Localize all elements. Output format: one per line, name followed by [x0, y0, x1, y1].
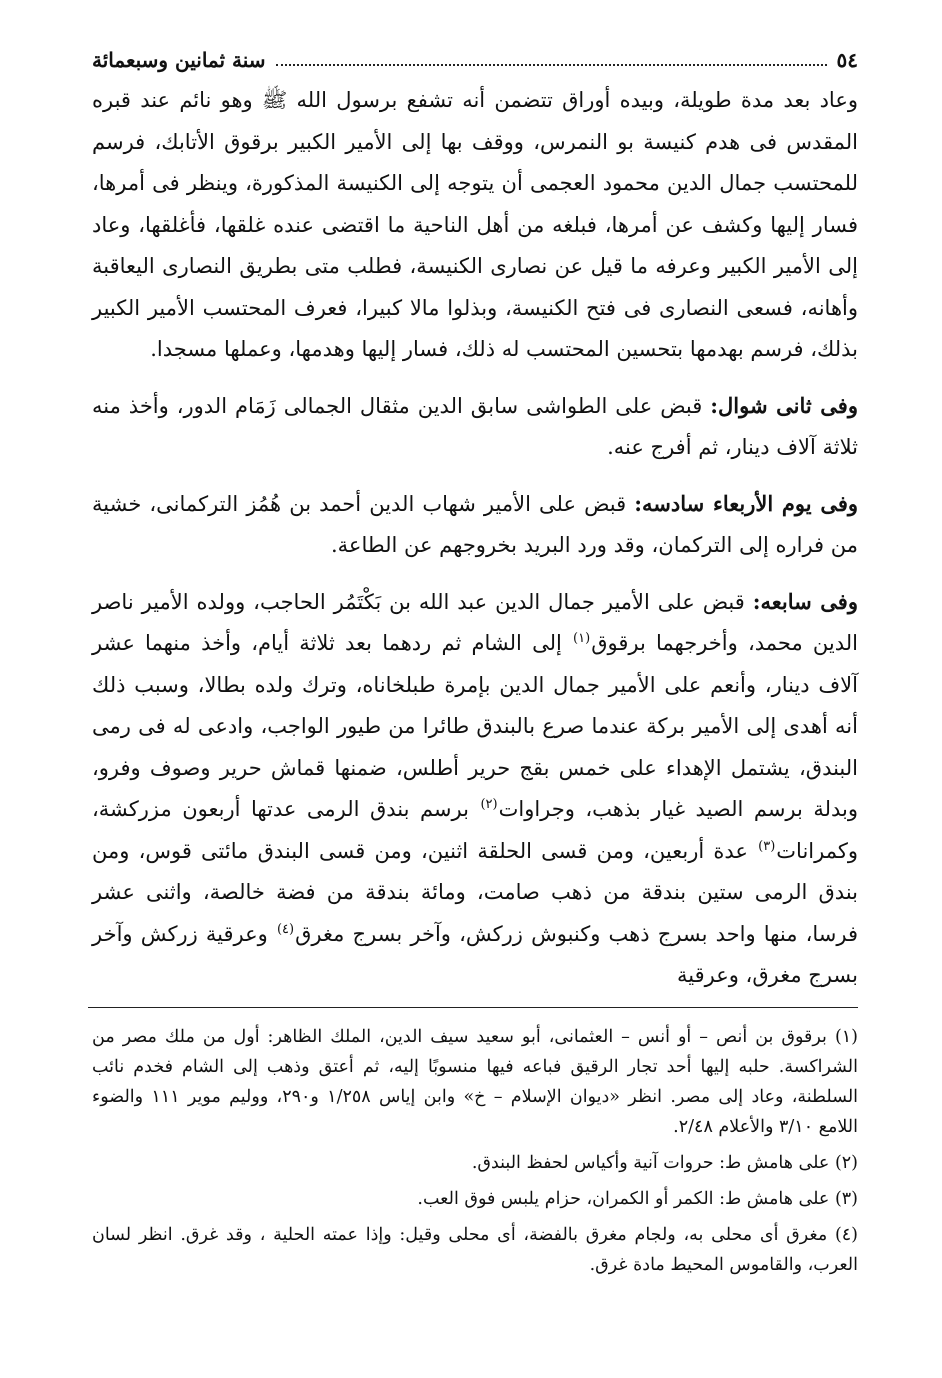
- footnote-1: [92, 1022, 858, 1142]
- page-header: [92, 28, 858, 72]
- footnote-2: [92, 1148, 858, 1178]
- footnote-text: برقوق بن أنص – أو أنس – العثمانى، أبو سعيد سيف الدين، الملك الظاهر: أول من ملك مصر من الشراكسة. حلبه إليها أحد تجار الرقيق فباعه فيها منسوبًا إليه، ثم أعتق وذهب إلى الشام فخدم نائب السلطنة، وعاد إلى مصر. انظر «ديوان الإسلام – خ» وابن إياس ١/٢٥٨ و٢٩٠، ووليم موير ١١١ والضوء اللامع ٣/١٠ والأعلام ٢/٤٨.: [92, 1026, 859, 1137]
- footnote-number: (٢): [834, 1152, 858, 1173]
- footnote-separator: [88, 1007, 858, 1008]
- paragraph-wednesday-6: [92, 483, 858, 567]
- footnote-text: على هامش ط: حروات آنية وأكياس لحفظ البندق.: [471, 1152, 835, 1173]
- paragraph-text: وعاد بعد مدة طويلة، وبيده أوراق تتضمن أنه تشفع برسول الله ﷺ وهو نائم عند قبره المقدس فى هدم كنيسة بو النمرس، ووقف بها إلى الأمير الكبير برقوق الأتابك، فرسم للمحتسب جمال الدين محمود العجمى أن يتوجه إلى الكنيسة المذكورة، وينظر فى أمرها، فسار إليها وكشف عن أمرها، فبلغه من أهل الناحية ما اقتضى عنده غلقها، فأغلقها، وعاد إلى الأمير الكبير وعرفه ما قيل عن نصارى الكنيسة، فطلب متى بطريق النصارى اليعاقبة وأهانه، فسعى النصارى فى فتح الكنيسة، وبذلوا مالا كبيرا، فعرف المحتسب الأمير الكبير بذلك، فرسم بهدمها بتحسين المحتسب له ذلك، فسار إليها وهدمها، وعملها مسجدا.: [92, 88, 859, 361]
- footnote-ref-1[interactable]: (١): [573, 631, 591, 646]
- paragraph-text: قبض على الأمير جمال الدين عبد الله بن بَكْتَمُر الحاجب، وولده الأمير ناصر الدين محمد، وأخرجهما برقوق: [92, 589, 858, 655]
- footnote-number: (٤): [834, 1224, 858, 1245]
- paragraph-lead: وفى ثانى شوال:: [710, 392, 858, 418]
- paragraph-shawwal-2: [92, 385, 858, 469]
- footnote-number: (٣): [834, 1188, 858, 1209]
- paragraph-lead: وفى سابعه:: [752, 588, 858, 614]
- page-number: ٥٤: [836, 48, 858, 72]
- paragraph-text: برسم بندق الرمى عدتها أربعون مزركشة، وكمرانات: [92, 797, 858, 863]
- paragraph-text: إلى الشام ثم ردهما بعد ثلاثة أيام، وأخذ منهما عشر آلاف دينار، وأنعم على الأمير جمال الدين بإمرة طبلخاناه، وترك ولده بطالا، وسبب ذلك أنه أهدى إلى الأمير بركة عندما صرع بالبندق طائرا من طيور الواجب، وادعى له فى رمى البندق، يشتمل الإهداء على خمس بقج حرير أطلس، ضمنها قماش حرير وصوف وفرو، وبدلة برسم الصيد غيار بذهب، وجراوات: [92, 631, 858, 821]
- main-text: [92, 80, 858, 997]
- paragraph-seventh: [92, 581, 858, 997]
- footnote-text: مغرق أى محلى به، ولجام مغرق بالفضة، أى محلى وقيل: وإذا عمته الحلية ، وقد غرق. انظر لسان العرب، والقاموس المحيط مادة غرق.: [92, 1224, 858, 1275]
- header-dotted-leader: [276, 63, 827, 66]
- paragraph-church: [92, 80, 858, 371]
- footnote-number: (١): [834, 1026, 858, 1047]
- footnote-text: على هامش ط: الكمر أو الكمران، حزام يلبس فوق العب.: [417, 1188, 835, 1209]
- footnote-4: [92, 1220, 858, 1280]
- paragraph-lead: وفى يوم الأربعاء سادسه:: [634, 490, 858, 516]
- paragraph-text: عدة أربعين، ومن قسى الحلقة اثنين، ومن قسى البندق مائتى قوس، ومن بندق الرمى ستين بندقة من ذهب صامت، ومائة بندقة من فضة خالصة، واثنى عشر فرسا، منها واحد بسرج ذهب وكنبوش زركش، وآخر بسرج مغرق: [92, 838, 859, 946]
- running-title: سنة ثمانين وسبعمائة: [92, 48, 266, 72]
- footnotes: [92, 1022, 858, 1280]
- footnote-ref-3[interactable]: (٣): [758, 838, 776, 854]
- paragraph-text: قبض على الأمير شهاب الدين أحمد بن هُمُز التركمانى، خشية من فراره إلى التركمان، وقد ورد البريد بخروجهم عن الطاعة.: [92, 491, 858, 557]
- footnote-3: [92, 1184, 858, 1214]
- paragraph-text: قبض على الطواشى سابق الدين مثقال الجمالى زَمَام الدور، وأخذ منه ثلاثة آلاف دينار، ثم أفرج عنه.: [92, 393, 858, 459]
- footnote-ref-4[interactable]: (٤): [276, 921, 295, 937]
- footnote-ref-2[interactable]: (٢): [480, 797, 498, 812]
- paragraph-text: وعرقية زركش وآخر بسرج مغرق، وعرقية: [92, 921, 858, 987]
